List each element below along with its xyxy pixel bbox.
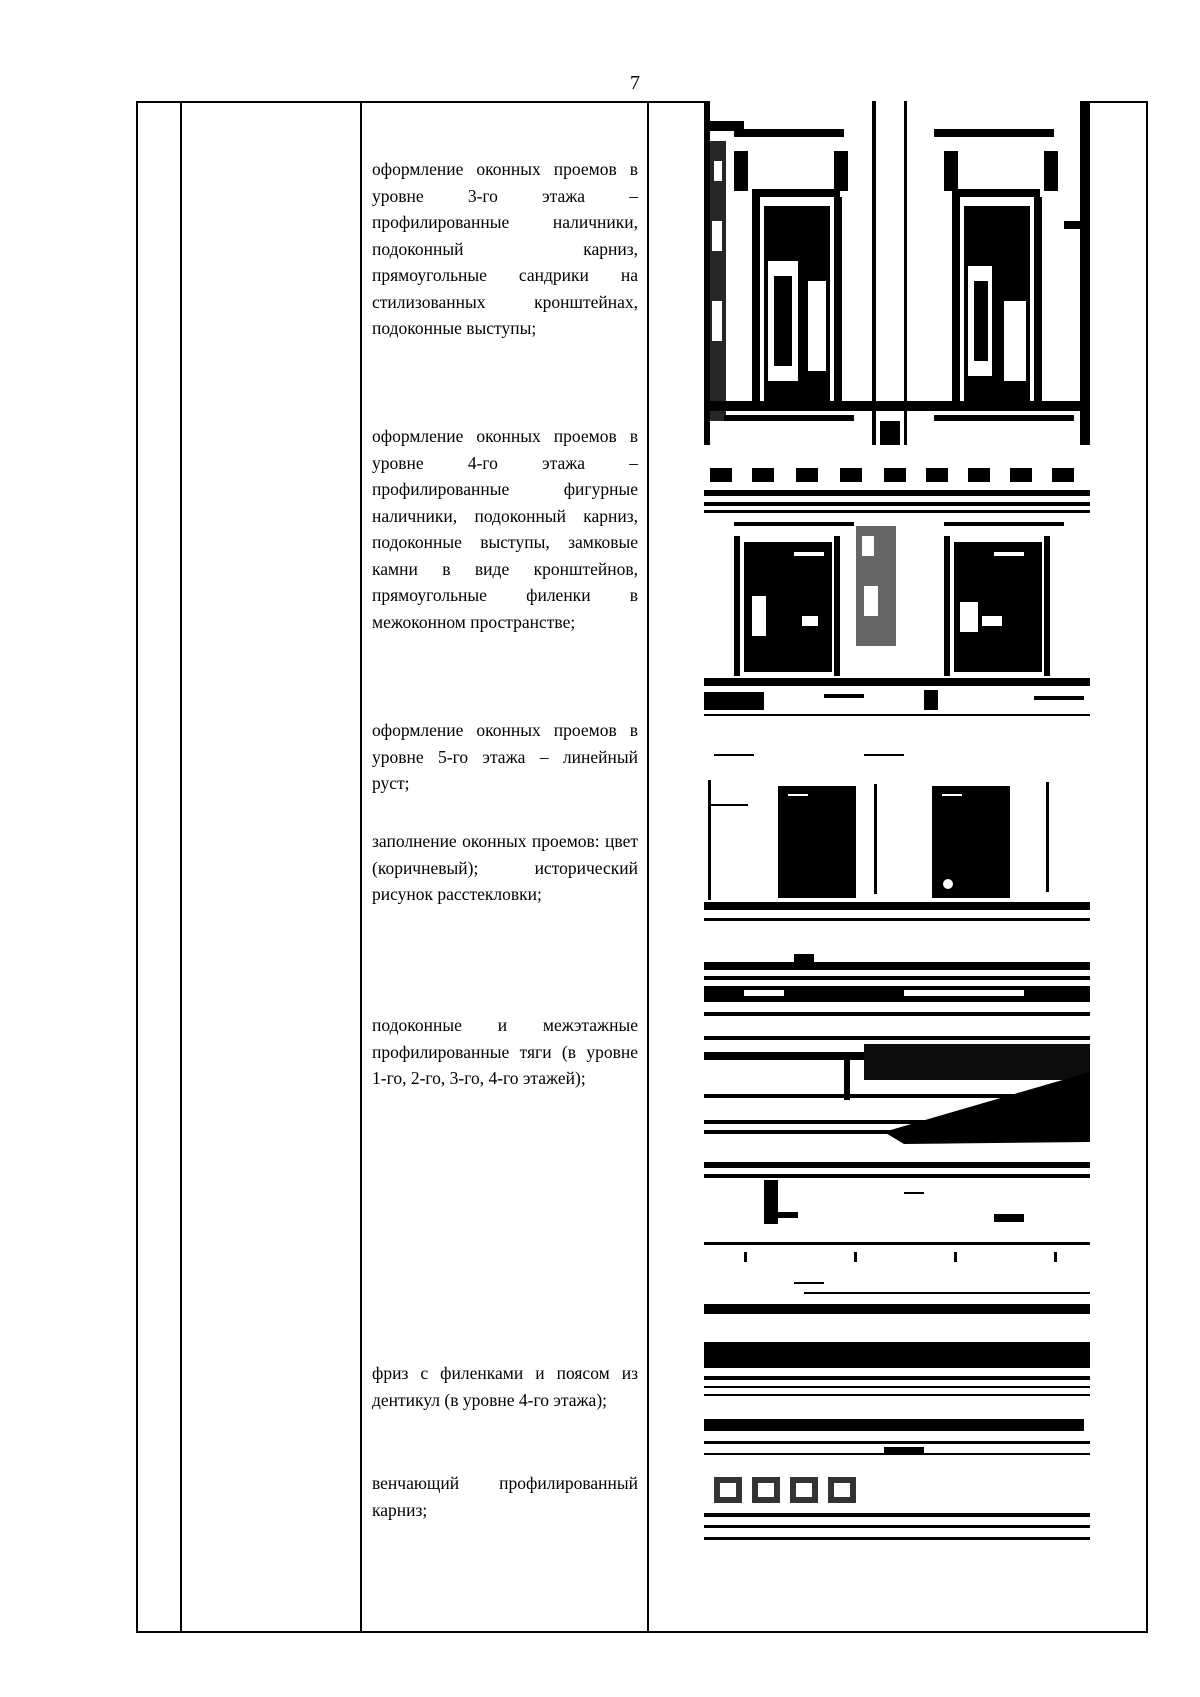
description-5th-floor-windows: оформление оконных проемов в уровне 5-го этажа – линейный руст; (372, 720, 638, 793)
photo-4th-floor-windows (704, 466, 1090, 720)
description-4th-floor-windows: оформление оконных проемов в уровне 4-го этажа – профилированные фигурные наличники, подоконный карниз, подоконные выступы, замковые камни в виде кронштейнов, прямоугольные филенки в межоконном пространстве; (372, 426, 638, 632)
page-number: 7 (630, 72, 640, 94)
photo-frieze-dentils (704, 1338, 1090, 1398)
description-3rd-floor-windows: оформление оконных проемов в уровне 3-го этажа – профилированные наличники, подоконный карниз, прямоугольные сандрики на стилизованных кронштейнах, подоконные выступы; (372, 159, 638, 338)
photo-crowning-cornice (704, 1415, 1090, 1555)
description-crowning-cornice: венчающий профилированный карниз; (372, 1473, 638, 1520)
photo-3rd-floor-windows (704, 101, 1090, 445)
photo-5th-floor-windows (704, 742, 1090, 924)
table-bottom-border (136, 1631, 1148, 1633)
column-divider-3 (647, 101, 649, 1632)
description-frieze-dentils: фриз с филенками и поясом из дентикул (в уровне 4-го этажа); (372, 1363, 638, 1410)
table-border-left (136, 101, 138, 1632)
column-divider-1 (180, 101, 182, 1632)
table-border-right (1146, 101, 1148, 1632)
photo-profiled-belts (704, 952, 1090, 1322)
description-window-fillings: заполнение оконных проемов: цвет (коричневый); исторический рисунок расстекловки; (372, 831, 638, 904)
description-profiled-belts: подоконные и межэтажные профилированные тяги (в уровне 1-го, 2-го, 3-го, 4-го этажей); (372, 1015, 638, 1088)
column-divider-2 (360, 101, 362, 1632)
